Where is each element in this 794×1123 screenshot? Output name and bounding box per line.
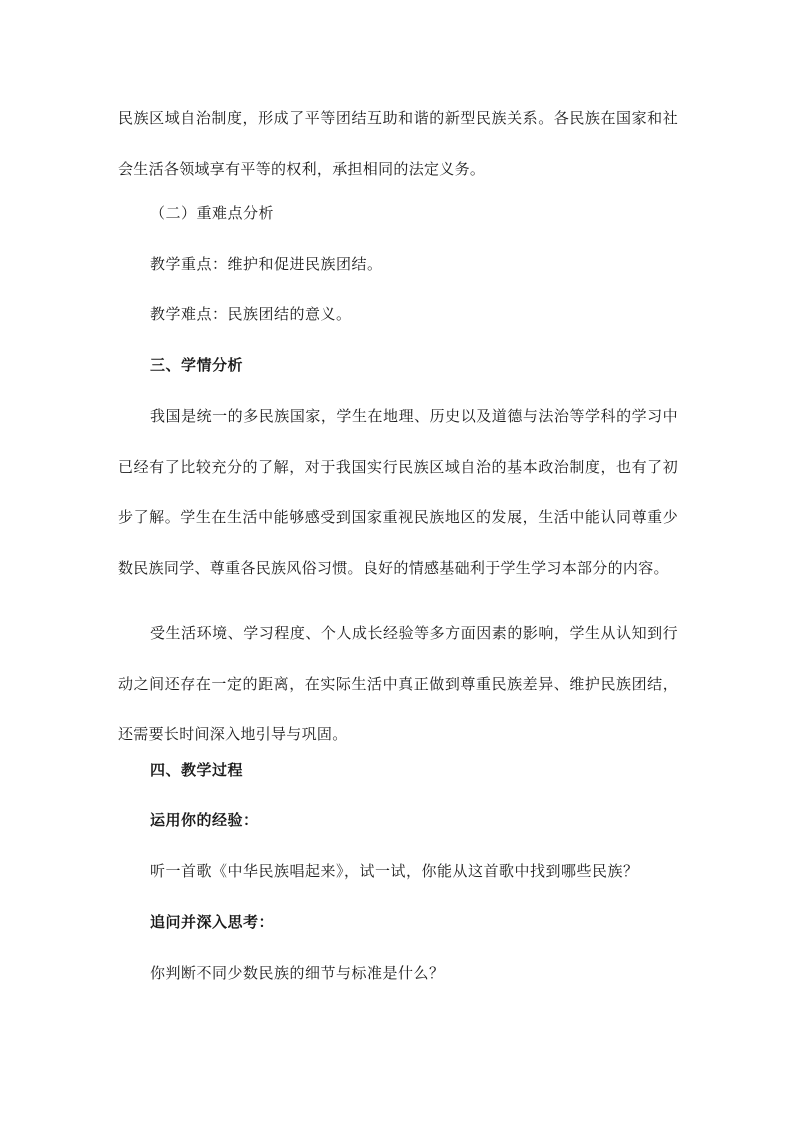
teaching-key-point: 教学重点：维护和促进民族团结。 (150, 255, 383, 273)
sub-heading-key-difficult-points: （二）重难点分析 (150, 204, 275, 222)
activity-text-question: 你判断不同少数民族的细节与标准是什么？ (150, 964, 445, 982)
activity-heading-use-experience: 运用你的经验： (150, 811, 259, 829)
student-analysis-paragraph-1: 我国是统一的多民族国家，学生在地理、历史以及道德与法治等学科的学习中已经有了比较充分的了解，对于我国实行民族区域自治的基本政治制度，也有了初步了解。学生在生活中能够感受到国家重视民族地区的发展，生活中能认同尊重少数民族同学、尊重各民族风俗习惯。良好的情感基础利于学生学习本部分的内容。 (118, 407, 678, 577)
section-heading-teaching-process: 四、教学过程 (150, 761, 244, 779)
student-analysis-paragraph-2: 受生活环境、学习程度、个人成长经验等多方面因素的影响，学生从认知到行动之间还存在一定的距离，在实际生活中真正做到尊重民族差异、维护民族团结，还需要长时间深入地引导与巩固。 (118, 624, 678, 743)
teaching-difficult-point: 教学难点：民族团结的意义。 (150, 305, 352, 323)
intro-paragraph: 民族区域自治制度，形成了平等团结互助和谐的新型民族关系。各民族在国家和社会生活各领域享有平等的权利，承担相同的法定义务。 (118, 109, 678, 178)
section-heading-student-analysis: 三、学情分析 (150, 356, 244, 374)
activity-text-song: 听一首歌《中华民族唱起来》，试一试，你能从这首歌中找到哪些民族？ (150, 862, 639, 880)
activity-heading-deep-thinking: 追问并深入思考： (150, 913, 275, 931)
